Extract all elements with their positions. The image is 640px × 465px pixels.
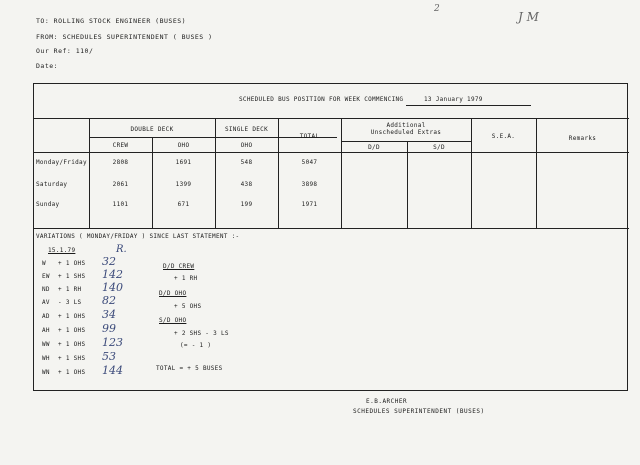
variation-code: WW [42, 341, 50, 348]
handwritten-route-number: 142 [102, 268, 123, 281]
handwritten-mark: 2 [434, 4, 440, 14]
signature-name: E.B.ARCHER [366, 398, 408, 405]
table-title: SCHEDULED BUS POSITION FOR WEEK COMMENCING [239, 96, 404, 103]
subheader-dd: D/D [368, 144, 380, 151]
cell-dd-oho: 671 [177, 201, 190, 208]
row-day-monday-friday: Monday/Friday [36, 159, 87, 166]
summary-dd-crew-value: + 1 RH [174, 275, 198, 282]
cell-crew: 2808 [112, 159, 129, 166]
grid-line [215, 118, 216, 228]
header-remarks: Remarks [568, 135, 597, 142]
signature-title: SCHEDULES SUPERINTENDENT (BUSES) [353, 408, 485, 415]
cell-total: 3898 [301, 181, 318, 188]
handwritten-route-number: 82 [102, 294, 116, 307]
handwritten-route-number: 140 [102, 281, 123, 294]
handwritten-route-number: 53 [102, 350, 116, 363]
header-total: TOTAL [299, 133, 320, 140]
header-sea: S.E.A. [491, 133, 516, 140]
summary-sd-oho-label: S/D OHO [159, 317, 187, 324]
handwritten-route-number: 34 [102, 308, 116, 321]
header-additional: Additional [386, 122, 426, 129]
summary-dd-oho-value: + 5 OHS [174, 303, 202, 310]
to-line: TO: ROLLING STOCK ENGINEER (BUSES) [36, 17, 187, 25]
summary-sd-net: (= - 1 ) [180, 342, 212, 349]
header-single-deck: SINGLE DECK [224, 126, 269, 133]
subheader-sd: S/D [433, 144, 445, 151]
variation-change: - 3 LS [58, 299, 82, 306]
variation-code: AV [42, 299, 50, 306]
reference-line: Our Ref: 110/ [36, 47, 94, 55]
handwritten-initials: J M [518, 10, 539, 24]
subheader-crew: CREW [112, 142, 129, 149]
grid-line [34, 118, 629, 119]
header-unscheduled: Unscheduled Extras [370, 129, 442, 136]
subheader-dd-oho: OHO [177, 142, 190, 149]
cell-sd-oho: 199 [240, 201, 253, 208]
variation-code: EW [42, 273, 50, 280]
header-double-deck: DOUBLE DECK [130, 126, 174, 133]
summary-total: TOTAL = + 5 BUSES [156, 365, 223, 372]
cell-crew: 1101 [112, 201, 129, 208]
variation-code: W [42, 260, 46, 267]
variations-heading: VARIATIONS ( MONDAY/FRIDAY ) SINCE LAST STATEMENT :- [36, 233, 240, 240]
date-line: Date: [36, 62, 59, 70]
week-underline [406, 105, 531, 106]
subheader-sd-oho: OHO [240, 142, 253, 149]
variation-change: + 1 RH [58, 286, 82, 293]
cell-total: 5047 [301, 159, 318, 166]
summary-sd-oho-value: + 2 SHS - 3 LS [174, 330, 229, 337]
variations-date: 15.1.79 [48, 247, 76, 254]
handwritten-route-number: 99 [102, 322, 116, 335]
cell-sd-oho: 438 [240, 181, 253, 188]
variation-code: WH [42, 355, 50, 362]
variation-change: + 1 OHS [58, 369, 86, 376]
week-commencing: 13 January 1979 [424, 96, 483, 103]
handwritten-route-number: 144 [102, 364, 123, 377]
variation-change: + 1 OHS [58, 313, 86, 320]
handwritten-route-number: 32 [102, 255, 116, 268]
handwritten-route-number: 123 [102, 336, 123, 349]
variation-change: + 1 SHS [58, 273, 86, 280]
cell-dd-oho: 1691 [175, 159, 192, 166]
cell-total: 1971 [301, 201, 318, 208]
variation-code: AH [42, 327, 50, 334]
grid-line [34, 152, 629, 153]
grid-line [341, 141, 471, 142]
cell-sd-oho: 548 [240, 159, 253, 166]
handwritten-route-header: R. [116, 244, 127, 255]
grid-line [89, 118, 90, 228]
from-line: FROM: SCHEDULES SUPERINTENDENT ( BUSES ) [36, 33, 213, 41]
cell-dd-oho: 1399 [175, 181, 192, 188]
variation-change: + 1 OHS [58, 260, 86, 267]
variation-code: AD [42, 313, 50, 320]
cell-crew: 2061 [112, 181, 129, 188]
variation-code: ND [42, 286, 50, 293]
summary-dd-oho-label: D/D OHO [159, 290, 187, 297]
grid-line [407, 141, 408, 228]
variation-change: + 1 OHS [58, 327, 86, 334]
summary-dd-crew-label: D/D CREW [163, 263, 195, 270]
grid-line [34, 228, 629, 229]
row-day-sunday: Sunday [36, 201, 60, 208]
schedule-sheet [33, 83, 628, 391]
variation-change: + 1 SHS [58, 355, 86, 362]
variation-change: + 1 OHS [58, 341, 86, 348]
row-day-saturday: Saturday [36, 181, 68, 188]
variation-code: WN [42, 369, 50, 376]
